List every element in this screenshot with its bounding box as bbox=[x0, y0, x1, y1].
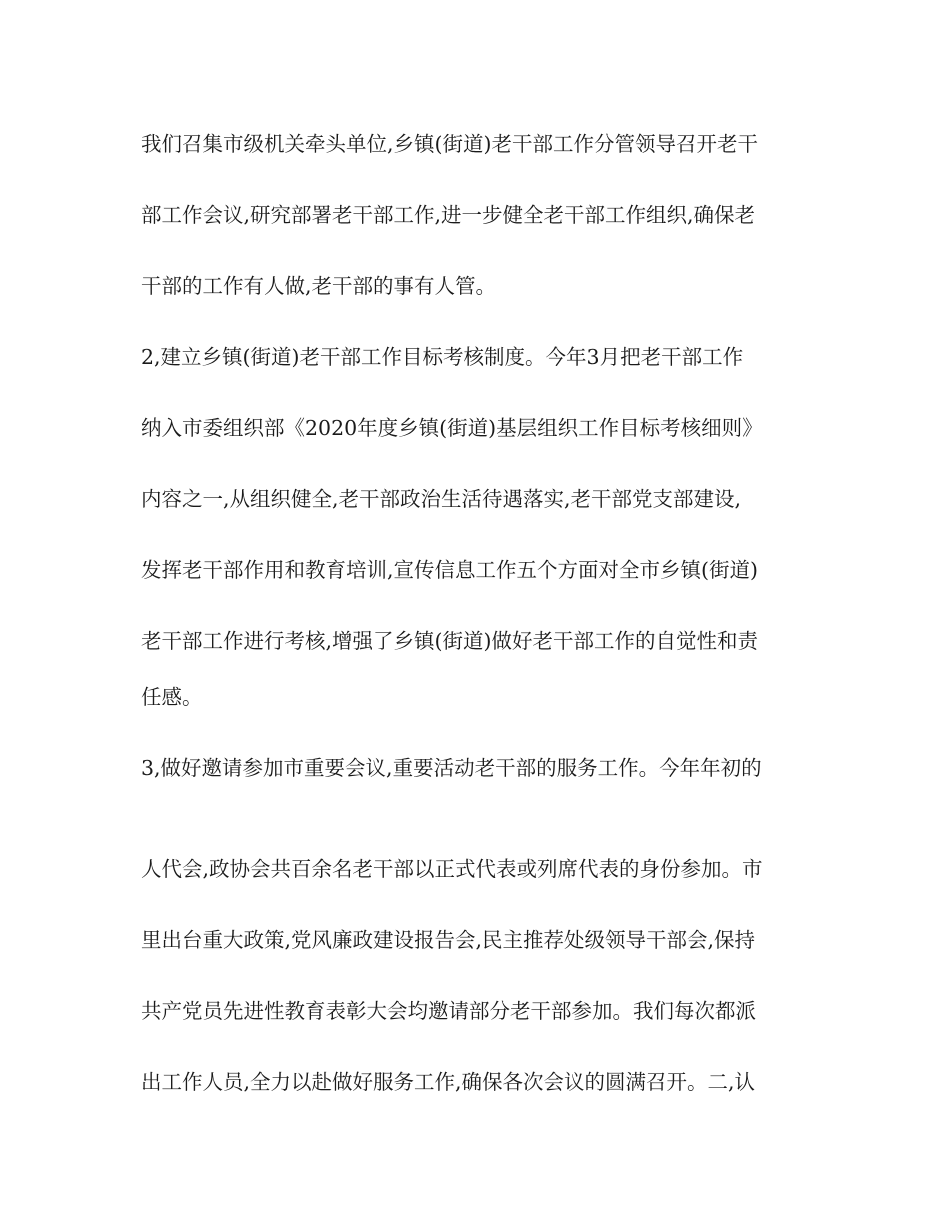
text-line-9: 任感。 bbox=[141, 685, 203, 709]
text-line-4: 2,建立乡镇(街道)老干部工作目标考核制度。今年3月把老干部工作 bbox=[141, 345, 744, 369]
text-line-11: 人代会,政协会共百余名老干部以正式代表或列席代表的身份参加。市 bbox=[141, 857, 763, 881]
text-line-12: 里出台重大政策,党风廉政建设报告会,民主推荐处级领导干部会,保持 bbox=[141, 928, 756, 952]
text-line-13: 共产党员先进性教育表彰大会均邀请部分老干部参加。我们每次都派 bbox=[141, 999, 756, 1023]
text-line-7: 发挥老干部作用和教育培训,宣传信息工作五个方面对全市乡镇(街道) bbox=[141, 558, 759, 582]
text-line-8: 老干部工作进行考核,增强了乡镇(街道)做好老干部工作的自觉性和责 bbox=[141, 629, 759, 653]
text-line-5: 纳入市委组织部《2020年度乡镇(街道)基层组织工作目标考核细则》 bbox=[141, 416, 763, 440]
text-line-6: 内容之一,从组织健全,老干部政治生活待遇落实,老干部党支部建设, bbox=[141, 487, 742, 511]
text-line-2: 部工作会议,研究部署老干部工作,进一步健全老干部工作组织,确保老 bbox=[141, 203, 756, 227]
text-line-3: 干部的工作有人做,老干部的事有人管。 bbox=[141, 274, 497, 298]
text-line-10: 3,做好邀请参加市重要会议,重要活动老干部的服务工作。今年年初的 bbox=[141, 756, 762, 780]
text-line-14: 出工作人员,全力以赴做好服务工作,确保各次会议的圆满召开。二,认 bbox=[141, 1070, 756, 1094]
text-line-1: 我们召集市级机关牵头单位,乡镇(街道)老干部工作分管领导召开老干 bbox=[141, 132, 759, 156]
